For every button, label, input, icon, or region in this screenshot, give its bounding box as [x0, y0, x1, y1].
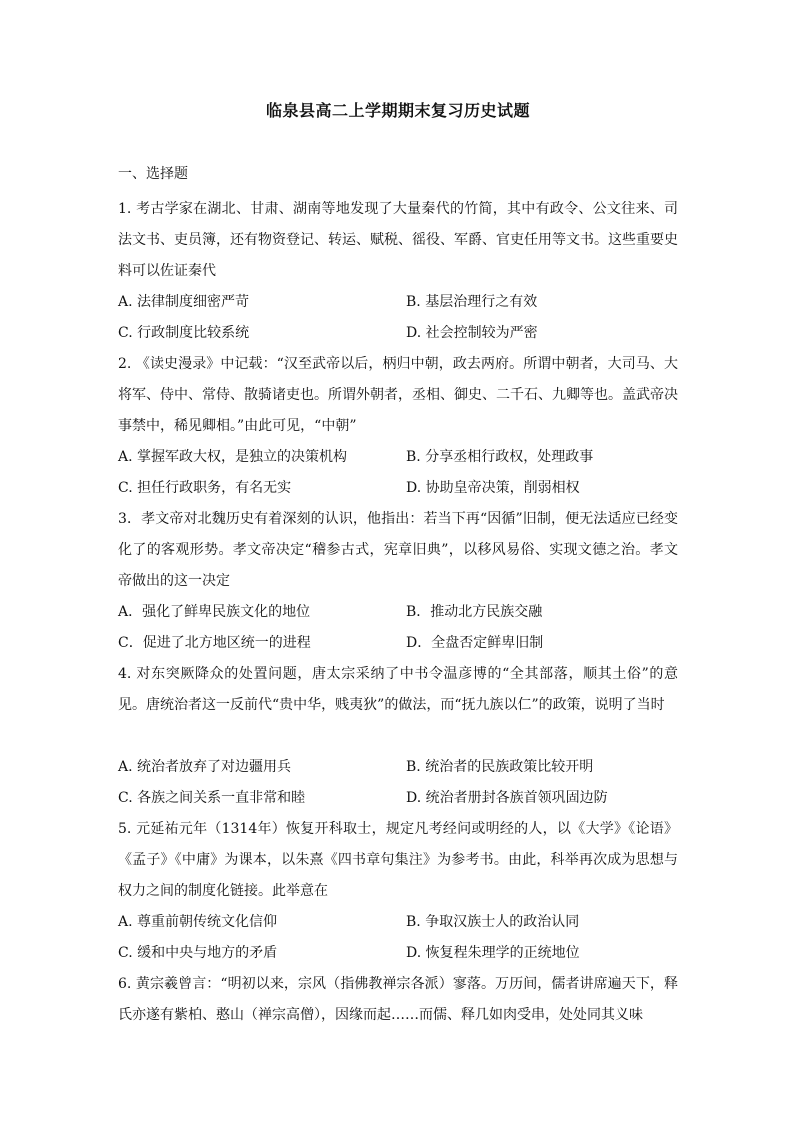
page-title: 临泉县高二上学期期末复习历史试题 [265, 101, 530, 120]
question-4-option-d: D. 统治者册封各族首领巩固边防 [406, 790, 608, 806]
question-4-option-a: A. 统治者放弃了对边疆用兵 [118, 759, 292, 775]
question-2-options [118, 442, 678, 504]
question-6-stem: 6. 黄宗羲曾言：“明初以来，宗风（指佛教禅宗各派）寥落。万历间，儒者讲席遍天下，释氏亦遂有紫柏、憨山（禅宗高僧），因缘而起……而儒、释几如肉受串，处处同其义味 [118, 976, 678, 1023]
question-1-option-b: B. 基层治理行之有效 [406, 294, 538, 310]
question-5-option-c: C. 缓和中央与地方的矛盾 [118, 945, 278, 961]
question-4-options [118, 752, 678, 814]
question-3-option-d: D．全盘否定鲜卑旧制 [406, 635, 544, 651]
question-1-stem: 1. 考古学家在湖北、甘肃、湖南等地发现了大量秦代的竹简，其中有政令、公文往来、司法文书、吏员簿，还有物资登记、转运、赋税、徭役、军爵、官吏任用等文书。这些重要史料可以佐证秦代 [118, 201, 678, 279]
question-5-option-b: B. 争取汉族士人的政治认同 [406, 914, 580, 930]
question-1-options [118, 287, 678, 349]
question-5-option-d: D. 恢复程朱理学的正统地位 [406, 945, 580, 961]
question-1-option-d: D. 社会控制较为严密 [406, 325, 538, 341]
question-4-option-b: B. 统治者的民族政策比较开明 [406, 759, 594, 775]
section-heading: 一、选择题 [118, 166, 188, 182]
question-2-stem: 2. 《读史漫录》中记载：“汉至武帝以后，柄归中朝，政去两府。所谓中朝者，大司马、大将军、侍中、常侍、散骑诸吏也。所谓外朝者，丞相、御史、二千石、九卿等也。盖武帝决事禁中，稀见卿相。”由此可见，“中朝” [118, 356, 678, 434]
question-5-stem: 5. 元延祐元年（1314年）恢复开科取士，规定凡考经问或明经的人，以《大学》《论语》《孟子》《中庸》为课本，以朱熹《四书章句集注》为参考书。由此，科举再次成为思想与权力之间的制度化链接。此举意在 [118, 821, 678, 899]
question-5-options [118, 907, 678, 969]
question-3-option-a: A．强化了鲜卑民族文化的地位 [118, 604, 311, 620]
question-2-option-a: A. 掌握军政大权，是独立的决策机构 [118, 449, 348, 465]
question-2-option-d: D. 协助皇帝决策，削弱相权 [406, 480, 580, 496]
question-3-option-c: C．促进了北方地区统一的进程 [118, 635, 311, 651]
question-1-option-c: C. 行政制度比较系统 [118, 325, 250, 341]
question-5-option-a: A. 尊重前朝传统文化信仰 [118, 914, 278, 930]
question-3-options [118, 597, 678, 659]
question-3-option-b: B．推动北方民族交融 [406, 604, 543, 620]
question-1-option-a: A. 法律制度细密严苛 [118, 294, 250, 310]
question-4-stem: 4. 对东突厥降众的处置问题，唐太宗采纳了中书令温彦博的“全其部落，顺其土俗”的意见。唐统治者这一反前代“贵中华，贱夷狄”的做法，而“抚九族以仁”的政策，说明了当时 [118, 666, 678, 713]
question-2-option-c: C. 担任行政职务，有名无实 [118, 480, 292, 496]
question-2-option-b: B. 分享丞相行政权，处理政事 [406, 449, 594, 465]
question-3-stem: 3．孝文帝对北魏历史有着深刻的认识，他指出：若当下再“因循”旧制，便无法适应已经变化了的客观形势。孝文帝决定“稽参古式，宪章旧典”，以移风易俗、实现文德之治。孝文帝做出的这一决定 [118, 511, 678, 589]
question-4-option-c: C. 各族之间关系一直非常和睦 [118, 790, 306, 806]
